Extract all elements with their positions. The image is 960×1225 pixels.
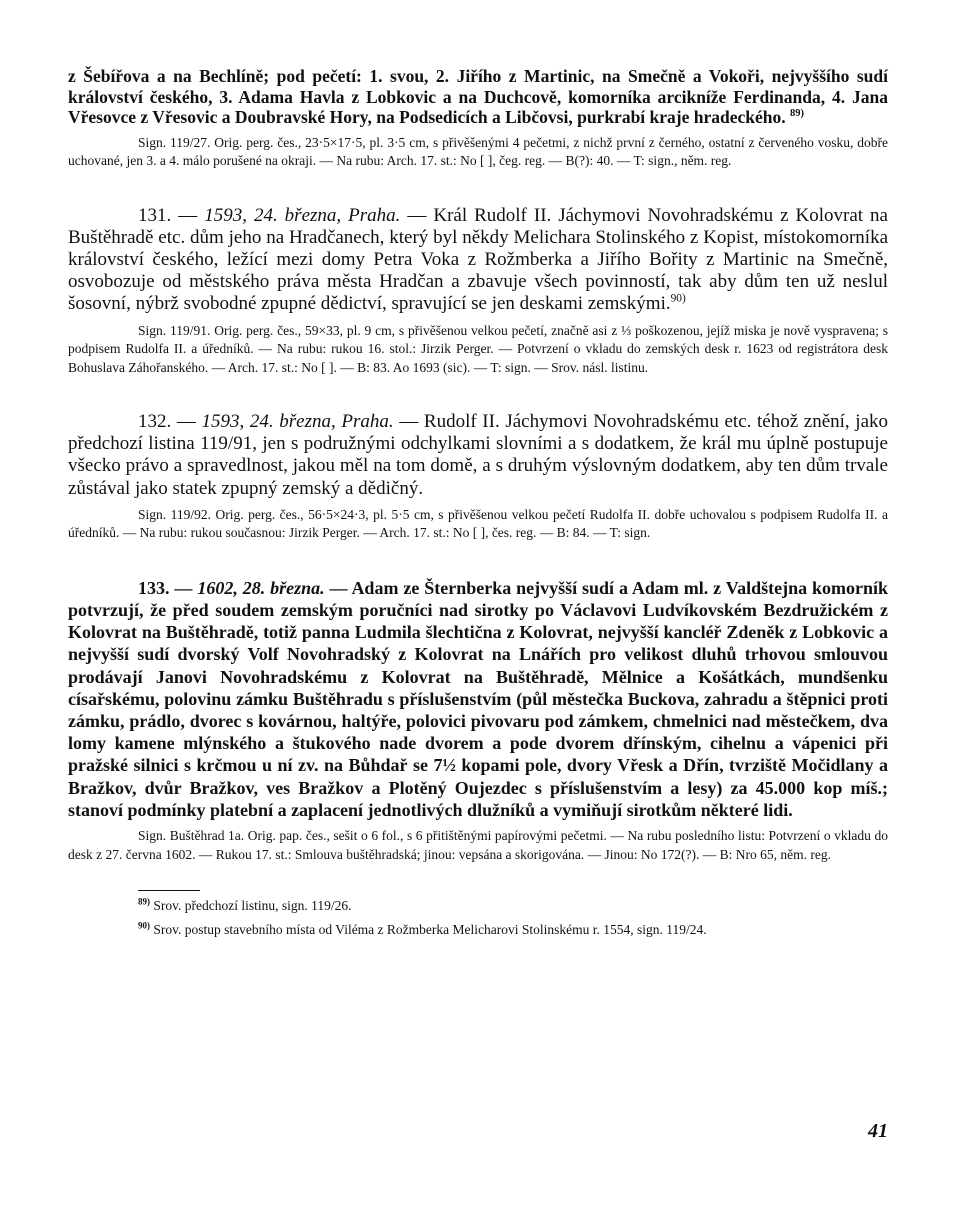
entry-main: 132. — 1593, 24. března, Praha. — Rudolf II. Jáchymovi Novohradskému etc. téhož znění, jako předchozí listina 119/91, jen s podružnými odchylkami slovními a s dodatkem, že král mu úplně postupuje všecko právo a spravedlnost, jakou měl na tom domě, a s druhým výslovným dodatkem, aby ten dům trvale zůstával jako statek zpupný zemský a dědičný. (68, 411, 889, 499)
entry-131 (68, 205, 888, 378)
entry-date: 1593, 24. března, Praha. (204, 204, 401, 226)
footnote-89 (68, 897, 888, 915)
intro-paragraph (68, 66, 888, 128)
footnote-text: Srov. předchozí listinu, sign. 119/26. (153, 898, 352, 914)
footnote-ref-89[interactable]: 89) (790, 108, 805, 120)
footnote-ref-90[interactable]: 90) (670, 292, 686, 305)
entry-text: Adam ze Šternberka nejvyšší sudí a Adam ml. z Valdštejna komorník potvrzují, že před soudem zemským poručníci nad sirotky po Václavovi Ludvíkovském Bezdružickém z Kolovrat na Buštěhradě, totiž panna Ludmila šlechtična z Kolovrat, nejvyšší kancléř Zdeněk z Lobkovic a nejvyšší sudí dvorský Volf Novohradský z Kolovrat na Lnářích pro velikost dluhů trhovou smlouvou prodávají Janovi Novohradskému z Kolovrat na Buštěhradě, Mělnice a Košátkách, mundšenku císařskému, polovinu zámku Buštěhradu s příslušenstvím (půl městečka Buckova, zahradu a štěpnici proti zámku, prádlo, dvorec s kovárnou, haltýře, polovici pivovaru pod zámkem, chmelnici nad městečkem, dva lomy kamene mlýnského a štukového nade dvorem a pode dvorem dřínským, cihelnu a vápenici při pražské silnici s krčmou u ní zv. na Bůhdař se 7½ kopami pole, dvory Vřesk a Dřín, tvrziště Močidlany a Bražkov, dvůr Bražkov, ves Bražkov a Plotěný Oujezdec s příslušenstvím a lesy) za 45.000 kop míš.; stanoví podmínky platební a zaplacení jednotlivých dlužníků a vymiňují sirotkům některé lidi. (68, 577, 888, 820)
entry-number: 133. (138, 577, 170, 598)
entry-text: Rudolf II. Jáchymovi Novohradskému etc. téhož znění, jako předchozí listina 119/91, jen s podružnými odchylkami slovními a s dodatkem, že král mu úplně postupuje všecko právo a spravedlnost, jakou měl na tom domě, a s druhým výslovným dodatkem, aby ten dům trvale zůstával jako statek zpupný zemský a dědičný. (68, 411, 889, 499)
page-number: 41 (868, 1120, 888, 1142)
footnote-text: Srov. postup stavebního místa od Viléma z Rožmberka Melicharovi Stolinskému r. 1554, sign. 119/24. (153, 922, 707, 938)
footnote-90 (68, 921, 888, 939)
entry-number: 131. (138, 204, 172, 226)
entry-meta: Sign. Buštěhrad 1a. Orig. pap. čes., sešit o 6 fol., s 6 přitištěnými papírovými pečetmi. — Na rubu posledního listu: Potvrzení o vkladu do desk z 27. června 1602. — Rukou 17. st.: Smlouva buštěhradská; jinou: vepsána a skorigována. — Jinou: No 172(?). — B: Nro 65, něm. reg. (68, 828, 888, 862)
entry-text: Král Rudolf II. Jáchymovi Novohradskému z Kolovrat na Buštěhradě etc. dům jeho na Hradčanech, který byl někdy Melichara Stolinského z Kopist, místokomorníka království českého, ležící mezi domy Petra Voka z Rožmberka a Jiřího Bořity z Martinic na Smečně, osvobozuje od městského práva města Hradčan a zbavuje všech povinností, tak aby dům ten už neslul šosovní, nýbrž svobodné zpupné dědictví, spravující se jen deskami zemskými. (68, 204, 888, 315)
entry-meta: Sign. 119/92. Orig. perg. čes., 56·5×24·3, pl. 5·5 cm, s přivěšenou velkou pečetí Rudolfa II. dobře uchovalou s podpisem Rudolfa II. a úředníků. — Na rubu: rukou současnou: Jirzik Perger. — Arch. 17. st.: No [ ], čes. reg. — B: 84. — T: sign. (68, 506, 888, 541)
footnote-divider (138, 890, 200, 891)
entry-date: 1593, 24. března, Praha. (201, 411, 394, 433)
entry-number: 132. (138, 411, 172, 433)
entry-133 (68, 577, 888, 864)
footnote-mark: 89) (138, 896, 150, 907)
intro-meta: Sign. 119/27. Orig. perg. čes., 23·5×17·5, pl. 3·5 cm, s přivěšenými 4 pečetmi, z nichž první z černého, ostatní z červeného vosku, dobře uchované, jen 3. a 4. málo porušené na okraji. — Na rubu: Arch. 17. st.: No [ ], čeg. reg. — B(?): 40. — T: sign., něm. reg. (68, 134, 888, 168)
entry-132 (68, 411, 888, 543)
intro-text: z Šebířova a na Bechlíně; pod pečetí: 1. svou, 2. Jiřího z Martinic, na Smečně a Vokoři, nejvyššího sudí království českého, 3. Adama Havla z Lobkovic a na Duchcově, komorníka arcikníže Ferdinanda, 4. Jana Vřesovce z Vřesovic a Doubravské Hory, na Podsedicích a Libčovsi, purkrabí kraje hradeckého. (68, 66, 888, 127)
entry-date: 1602, 28. března. (197, 577, 325, 598)
footnote-mark: 90) (138, 920, 150, 931)
entry-main: 131. — 1593, 24. března, Praha. — Král Rudolf II. Jáchymovi Novohradskému z Kolovrat na Buštěhradě etc. dům jeho na Hradčanech, který byl někdy Melichara Stolinského z Kopist, místokomorníka království českého, ležící mezi domy Petra Voka z Rožmberka a Jiřího Bořity z Martinic na Smečně, osvobozuje od městského práva města Hradčan a zbavuje všech povinností, tak aby dům ten už neslul šosovní, nýbrž svobodné zpupné dědictví, spravující se jen deskami zemskými.$^{90)}$ (68, 204, 888, 315)
entry-main: 133. — 1602, 28. března. — Adam ze Šternberka nejvyšší sudí a Adam ml. z Valdštejna komorník potvrzují, že před soudem zemským poručníci nad sirotky po Václavovi Ludvíkovském Bezdružickém z Kolovrat na Buštěhradě, totiž panna Ludmila šlechtična z Kolovrat, nejvyšší kancléř Zdeněk z Lobkovic a nejvyšší sudí dvorský Volf Novohradský z Kolovrat na Lnářích pro velikost dluhů trhovou smlouvou prodávají Janovi Novohradskému z Kolovrat na Buštěhradě, Mělnice a Košátkách, mundšenku císařskému, polovinu zámku Buštěhradu s příslušenstvím (půl městečka Buckova, zahradu a štěpnici proti zámku, prádlo, dvorec s kovárnou, haltýře, polovici pivovaru pod zámkem, chmelnici nad městečkem, dva lomy kamene mlýnského a štukového nade dvorem a pode dvorem dřínským, cihelnu a vápenici při pražské silnici s krčmou u ní zv. na Bůhdař se 7½ kopami pole, dvory Vřesk a Dřín, tvrziště Močidlany a Bražkov, dvůr Bražkov, ves Bražkov a Plotěný Oujezdec s příslušenstvím a lesy) za 45.000 kop míš.; stanoví podmínky platební a zaplacení jednotlivých dlužníků a vymiňují sirotkům některé lidi. (68, 577, 888, 820)
entry-meta: Sign. 119/91. Orig. perg. čes., 59×33, pl. 9 cm, s přivěšenou velkou pečetí, značně asi z ⅓ poškozenou, jejíž miska je nově vyspravena; s podpisem Rudolfa II. a úředníků. — Na rubu: rukou 16. stol.: Jirzik Perger. — Potvrzení o vkladu do zemských desk r. 1623 od registrátora desk Bohuslava Záhořanského. — Arch. 17. st.: No [ ]. — B: 83. Ao 1693 (sic). — T: sign. — Srov. násl. listinu. (68, 322, 888, 375)
